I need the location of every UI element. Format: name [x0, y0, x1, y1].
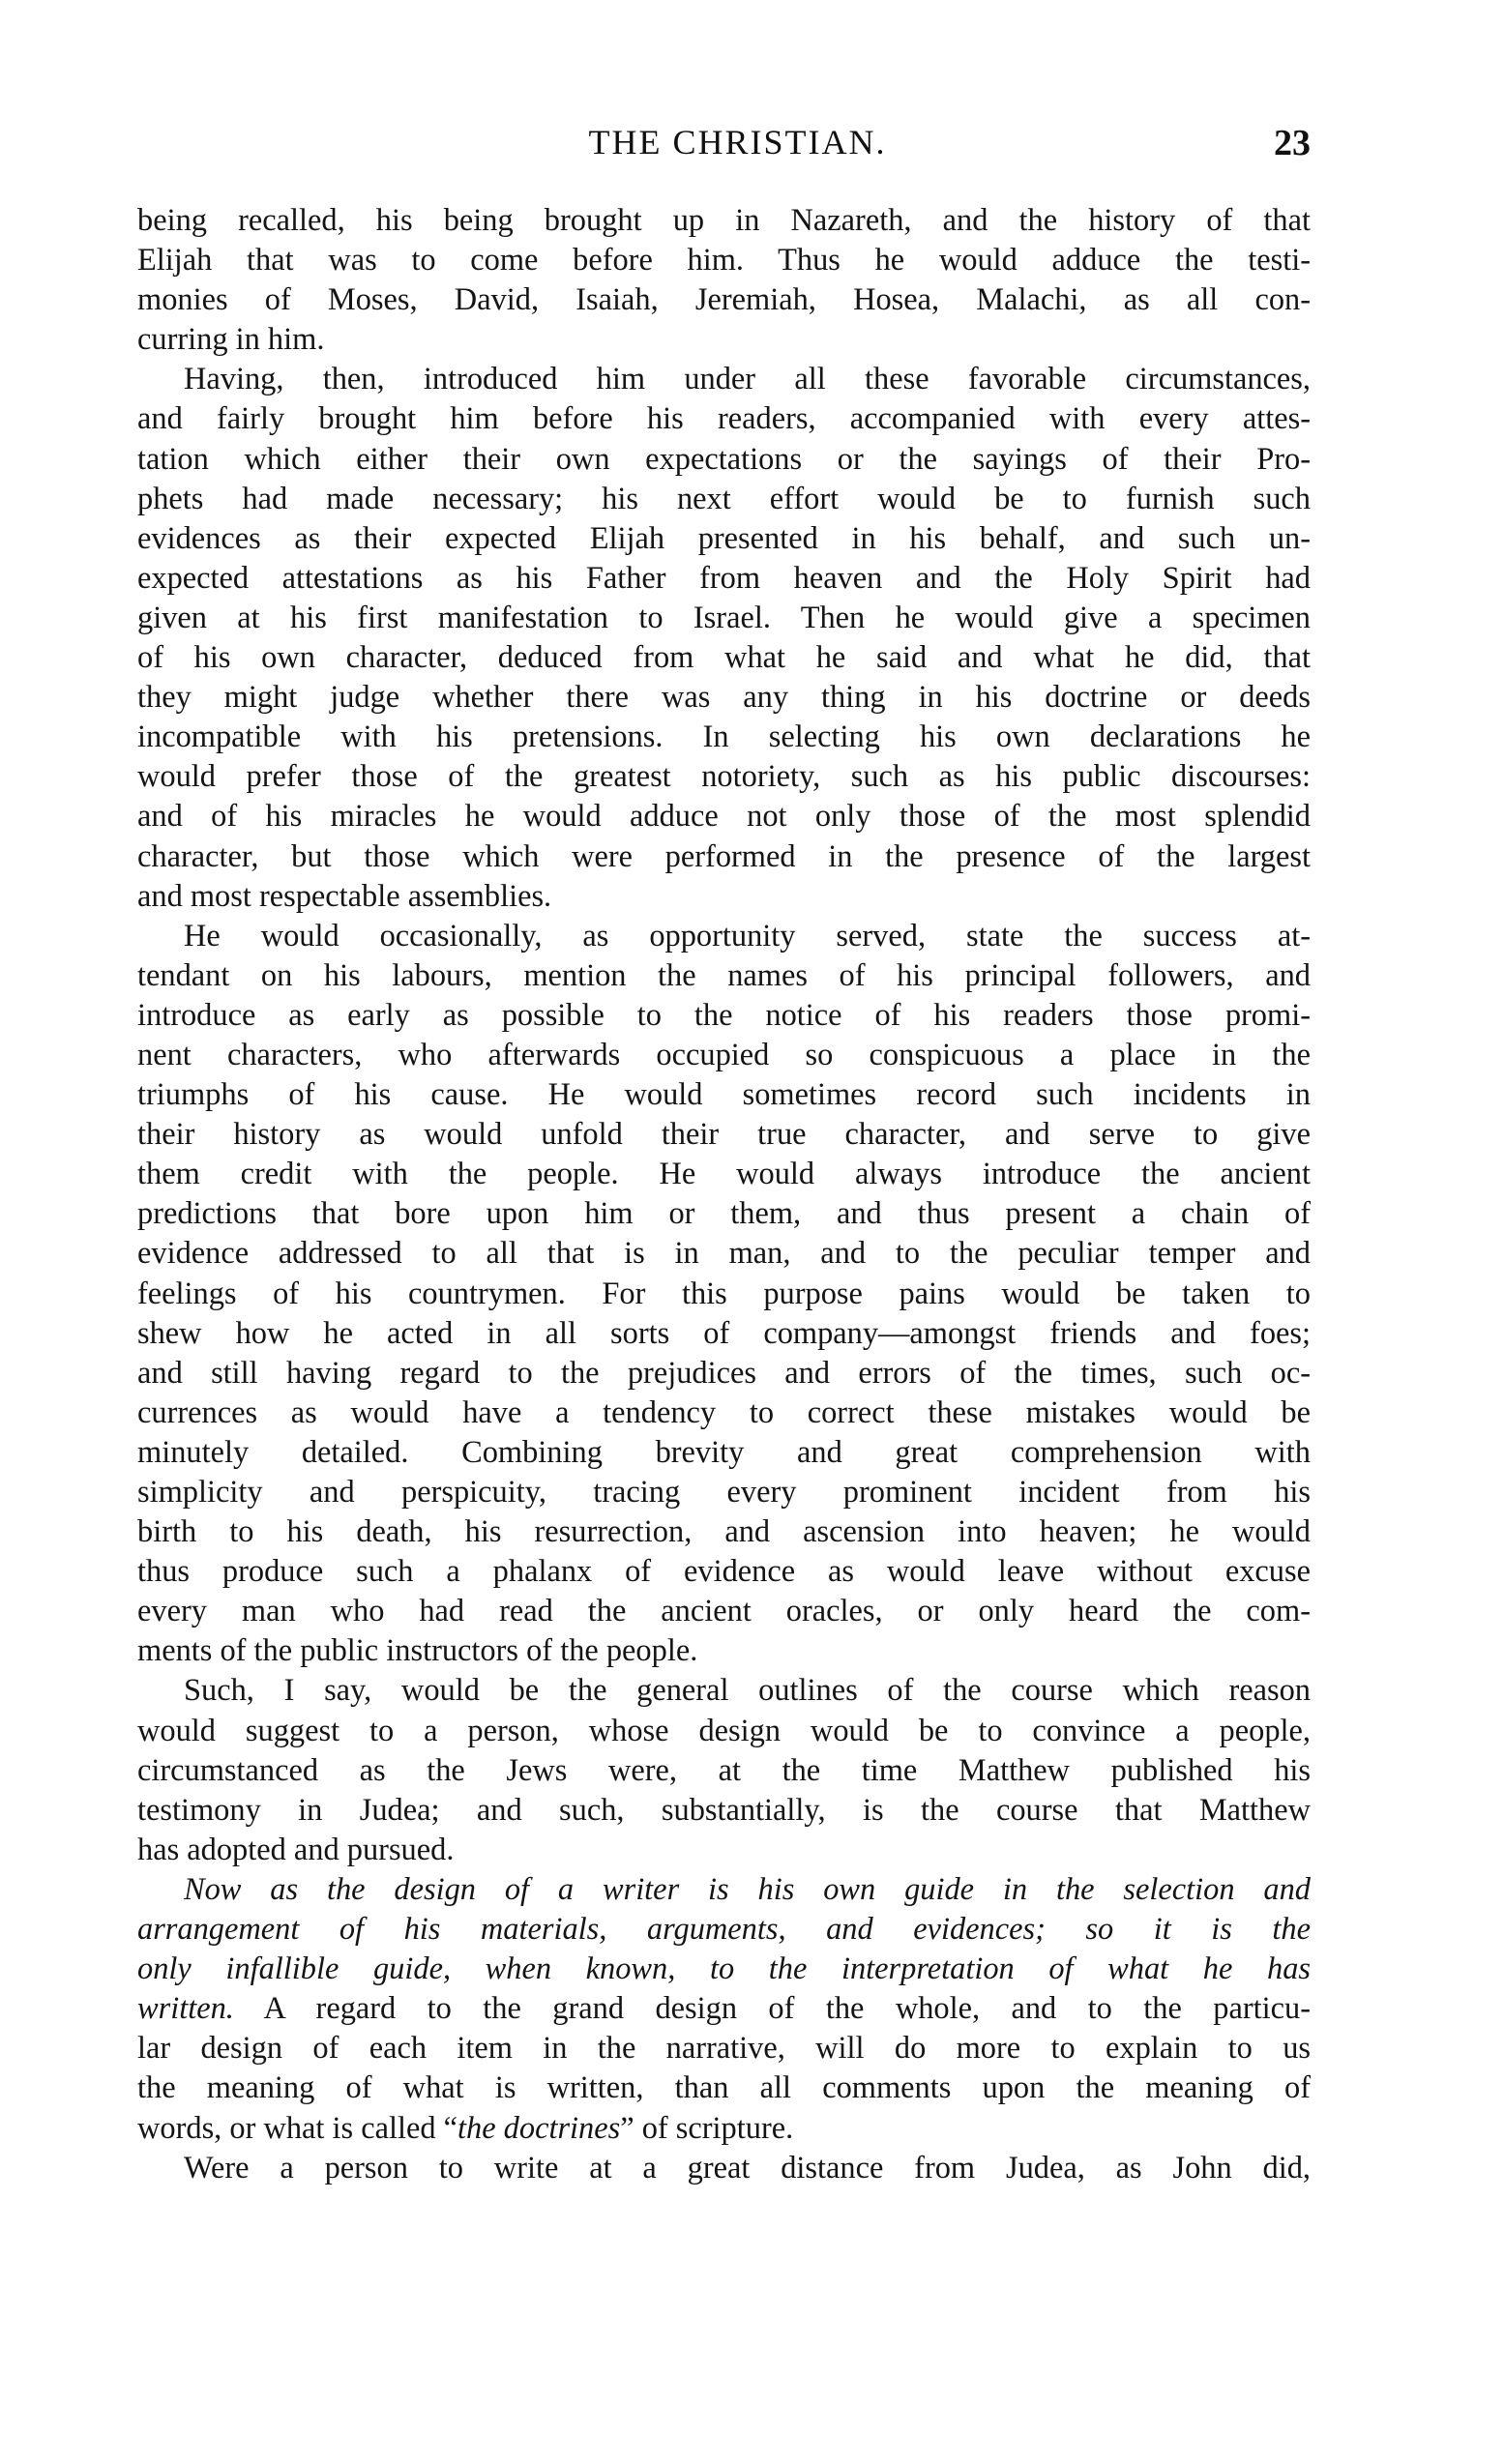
- text-line: character, but those which were performed in the presence of the largest: [137, 838, 1311, 874]
- text-line: monies of Moses, David, Isaiah, Jeremiah, Hosea, Malachi, as all con-: [137, 282, 1311, 318]
- text-line: and still having regard to the prejudices and errors of the times, such oc-: [137, 1355, 1311, 1391]
- running-head: [164, 122, 1311, 170]
- text-line: has adopted and pursued.: [137, 1832, 455, 1867]
- text-line: Such, I say, would be the general outlines of the course which reason: [184, 1673, 1311, 1709]
- text-line: curring in him.: [137, 322, 325, 358]
- text-line: their history as would unfold their true character, and serve to give: [137, 1117, 1311, 1153]
- text-line: Were a person to write at a great distance from Judea, as John did,: [184, 2150, 1311, 2185]
- text-line: given at his first manifestation to Israel. Then he would give a specimen: [137, 600, 1311, 635]
- text-line: currences as would have a tendency to correct these mistakes would be: [137, 1394, 1311, 1430]
- text-line: and of his miracles he would adduce not only those of the most splendid: [137, 799, 1311, 835]
- text-line: every man who had read the ancient oracles, or only heard the com-: [137, 1594, 1311, 1629]
- text-line: tendant on his labours, mention the names of his principal followers, and: [137, 957, 1311, 993]
- text-line: evidence addressed to all that is in man, and to the peculiar temper and: [137, 1236, 1311, 1272]
- text-line: nent characters, who afterwards occupied so conspicuous a place in the: [137, 1037, 1311, 1072]
- text-run: A regard to the grand design of the whole, and to the particu-: [233, 1991, 1311, 2027]
- text-line: being recalled, his being brought up in Nazareth, and the history of that: [137, 203, 1311, 238]
- body-text: [137, 201, 1311, 2188]
- italic-text-line: arrangement of his materials, arguments, and evidences; so it is the: [137, 1912, 1311, 1948]
- text-line: expected attestations as his Father from heaven and the Holy Spirit had: [137, 560, 1311, 596]
- text-line: simplicity and perspicuity, tracing every prominent incident from his: [137, 1475, 1311, 1510]
- text-line: He would occasionally, as opportunity served, state the success at-: [184, 918, 1311, 953]
- text-line: Elijah that was to come before him. Thus he would adduce the testi-: [137, 243, 1311, 279]
- text-line: shew how he acted in all sorts of company—amongst friends and foes;: [137, 1315, 1311, 1351]
- text-line: testimony in Judea; and such, substantially, is the course that Matthew: [137, 1792, 1311, 1828]
- text-line: they might judge whether there was any thing in his doctrine or deeds: [137, 680, 1311, 716]
- text-line: the meaning of what is written, than all comments upon the meaning of: [137, 2070, 1311, 2106]
- text-line: tation which either their own expectations or the sayings of their Pro-: [137, 441, 1311, 477]
- text-line: incompatible with his pretensions. In selecting his own declarations he: [137, 719, 1311, 755]
- mixed-text-line: [137, 2109, 1311, 2149]
- text-line: of his own character, deduced from what he said and what he did, that: [137, 640, 1311, 676]
- text-line: and fairly brought him before his readers, accompanied with every attes-: [137, 401, 1311, 437]
- text-line: lar design of each item in the narrative, will do more to explain to us: [137, 2031, 1311, 2067]
- text-line: would suggest to a person, whose design would be to convince a people,: [137, 1713, 1311, 1748]
- text-line: ments of the public instructors of the people.: [137, 1633, 698, 1669]
- text-line: Having, then, introduced him under all these favorable circumstances,: [184, 362, 1311, 397]
- text-line: thus produce such a phalanx of evidence as would leave without excuse: [137, 1554, 1311, 1590]
- text-line: evidences as their expected Elijah presented in his behalf, and such un-: [137, 520, 1311, 556]
- text-line: circumstanced as the Jews were, at the time Matthew published his: [137, 1752, 1311, 1788]
- italic-text-line: only infallible guide, when known, to the interpretation of what he has: [137, 1951, 1311, 1987]
- mixed-text-line: [137, 1989, 1311, 2029]
- text-line: them credit with the people. He would always introduce the ancient: [137, 1157, 1311, 1192]
- text-line: introduce as early as possible to the notice of his readers those promi-: [137, 997, 1311, 1033]
- text-run: words, or what is called “: [137, 2110, 458, 2146]
- italic-run: written.: [137, 1991, 234, 2027]
- text-line: and most respectable assemblies.: [137, 878, 552, 914]
- italic-run: the doctrines: [457, 2110, 621, 2146]
- text-line: birth to his death, his resurrection, and ascension into heaven; he would: [137, 1514, 1311, 1550]
- text-line: predictions that bore upon him or them, and thus present a chain of: [137, 1196, 1311, 1232]
- running-title: THE CHRISTIAN.: [588, 123, 887, 161]
- page-number: 23: [1274, 123, 1311, 163]
- italic-text-line: Now as the design of a writer is his own guide in the selection and: [184, 1871, 1311, 1907]
- text-line: phets had made necessary; his next effort would be to furnish such: [137, 481, 1311, 516]
- text-run: ” of scripture.: [620, 2110, 794, 2146]
- text-line: minutely detailed. Combining brevity and great comprehension with: [137, 1434, 1311, 1470]
- text-line: triumphs of his cause. He would sometimes record such incidents in: [137, 1077, 1311, 1113]
- text-line: would prefer those of the greatest notoriety, such as his public discourses:: [137, 759, 1311, 795]
- text-line: feelings of his countrymen. For this purpose pains would be taken to: [137, 1276, 1311, 1311]
